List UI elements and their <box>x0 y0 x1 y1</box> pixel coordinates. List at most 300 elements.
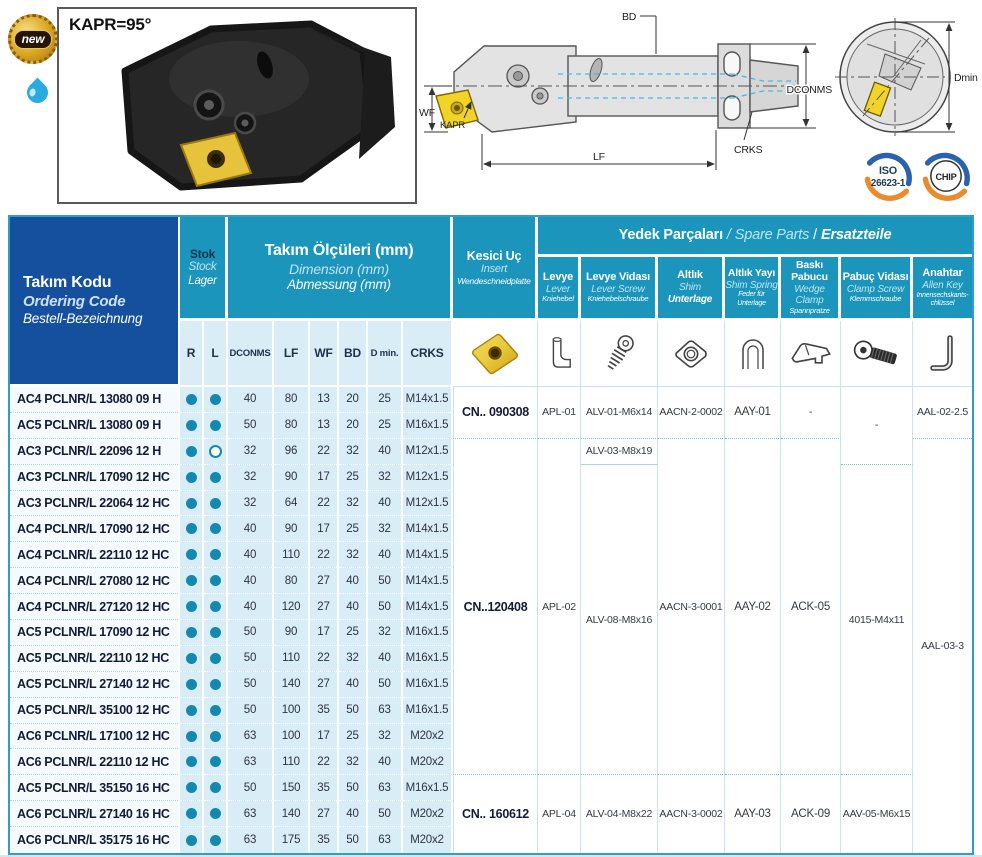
dconms-value: 32 <box>228 491 274 517</box>
wf-value: 13 <box>310 387 339 413</box>
wf-value: 27 <box>310 672 339 698</box>
spare-col-de: Feder für Unterlage <box>737 291 766 307</box>
insert-header <box>453 217 538 321</box>
spare-col-de: Kniehebel <box>542 294 574 304</box>
tool-code: AC4 PCLNR/L 27080 12 HC <box>10 568 180 594</box>
crks-value: M12x1.5 <box>403 491 453 517</box>
lf-value: 110 <box>274 646 310 672</box>
dimensions-header-de: Abmessung (mm) <box>287 277 391 293</box>
crks-label: CRKS <box>734 144 763 156</box>
clamp-screw-part: - <box>841 387 913 465</box>
dmin-value: 32 <box>368 516 403 542</box>
tool-code: AC5 PCLNR/L 22110 12 HC <box>10 646 180 672</box>
shim-part: AACN-2-0002 <box>658 387 725 439</box>
crks-value: M16x1.5 <box>403 672 453 698</box>
spare-col-de: Klemmschraube <box>849 294 902 304</box>
dmin-value: 40 <box>368 542 403 568</box>
stock-dot <box>210 835 221 846</box>
spare-col-lever <box>538 257 581 321</box>
tool-code: AC4 PCLNR/L 22110 12 HC <box>10 542 180 568</box>
crks-value: M16x1.5 <box>403 620 453 646</box>
spare-col-de: Innensechskants-chlüssel <box>916 291 969 307</box>
stock-l-cell <box>204 594 228 620</box>
lf-value: 80 <box>274 413 310 439</box>
col-header-l: L <box>204 321 228 387</box>
stock-dot <box>186 446 197 457</box>
stock-r-cell <box>180 413 204 439</box>
stock-dot <box>210 756 221 767</box>
kapr-angle-label: KAPR=95° <box>69 15 152 34</box>
lever-screw-part: ALV-04-M8x22 <box>581 775 658 853</box>
spare-col-shim <box>658 257 725 321</box>
stock-dot <box>210 653 221 664</box>
bd-value: 40 <box>339 672 368 698</box>
stock-header-de: Lager <box>188 274 217 287</box>
stock-dot <box>210 627 221 638</box>
stock-header-tr: Stok <box>189 246 216 261</box>
chip-badge-label: CHIP <box>935 171 957 182</box>
tool-code: AC3 PCLNR/L 22096 12 H <box>10 439 180 465</box>
stock-dot <box>186 731 197 742</box>
stock-dot <box>210 394 221 405</box>
allen-key-icon <box>928 333 958 375</box>
crks-value: M14x1.5 <box>403 516 453 542</box>
stock-r-cell <box>180 542 204 568</box>
stock-dot <box>186 575 197 586</box>
spare-col-tr: Altlık <box>677 269 703 282</box>
iso-badge <box>862 150 914 202</box>
wf-value: 13 <box>310 413 339 439</box>
insert-icon-cell <box>453 321 538 387</box>
stock-dot <box>186 756 197 767</box>
stock-r-cell <box>180 827 204 853</box>
lf-value: 64 <box>274 491 310 517</box>
bd-value: 40 <box>339 594 368 620</box>
stock-dot <box>186 627 197 638</box>
dconms-value: 50 <box>228 620 274 646</box>
wedge-clamp-part: - <box>781 387 841 439</box>
separator: / <box>726 226 731 243</box>
dmin-value: 50 <box>368 672 403 698</box>
bd-value: 20 <box>339 387 368 413</box>
bd-value: 32 <box>339 542 368 568</box>
stock-r-cell <box>180 646 204 672</box>
stock-dot <box>186 601 197 612</box>
dmin-value: 63 <box>368 827 403 853</box>
shim-part: AACN-3-0001 <box>658 439 725 776</box>
stock-dot <box>209 445 222 458</box>
dconms-value: 63 <box>228 827 274 853</box>
dconms-value: 40 <box>228 594 274 620</box>
dimensions-header <box>228 217 453 321</box>
dconms-value: 50 <box>228 698 274 724</box>
shim-part: AACN-3-0002 <box>658 775 725 853</box>
stock-l-cell <box>204 801 228 827</box>
stock-l-cell <box>204 542 228 568</box>
stock-dot <box>210 679 221 690</box>
spare-col-clamp-screw <box>841 257 913 321</box>
dconms-value: 40 <box>228 387 274 413</box>
col-header-dmin: D min. <box>368 321 403 387</box>
insert-header-en: Insert <box>480 263 508 276</box>
col-header-wf: WF <box>310 321 339 387</box>
stock-dot <box>210 731 221 742</box>
dconms-label: DCONMS <box>786 84 832 96</box>
lf-value: 90 <box>274 465 310 491</box>
spare-col-allen-key <box>913 257 972 321</box>
spare-col-tr: Anahtar <box>922 266 963 279</box>
stock-l-cell <box>204 568 228 594</box>
allen-key-part: AAL-03-3 <box>913 439 972 853</box>
dmin-value: 25 <box>368 413 403 439</box>
wf-value: 35 <box>310 827 339 853</box>
wf-value: 35 <box>310 775 339 801</box>
clamp-screw-icon <box>853 335 901 373</box>
dconms-value: 50 <box>228 672 274 698</box>
stock-r-cell <box>180 568 204 594</box>
ordering-code-header-tr: Takım Kodu <box>23 274 112 292</box>
dmin-value: 32 <box>368 465 403 491</box>
wf-value: 17 <box>310 516 339 542</box>
bd-value: 50 <box>339 698 368 724</box>
stock-dot <box>210 705 221 716</box>
wedge-clamp-part: ACK-05 <box>781 439 841 776</box>
stock-r-cell <box>180 594 204 620</box>
bd-value: 32 <box>339 491 368 517</box>
shim-spring-part: AAY-02 <box>725 439 781 776</box>
insert-icon <box>466 331 524 377</box>
new-badge <box>8 14 58 64</box>
col-header-lf: LF <box>274 321 310 387</box>
wedge-clamp-part: ACK-09 <box>781 775 841 853</box>
stock-dot <box>186 679 197 690</box>
bd-label: BD <box>622 11 637 23</box>
allen-key-part: AAL-02-2.5 <box>913 387 972 439</box>
dconms-value: 63 <box>228 749 274 775</box>
stock-l-cell <box>204 491 228 517</box>
dconms-value: 40 <box>228 516 274 542</box>
crks-value: M16x1.5 <box>403 775 453 801</box>
dmin-value: 63 <box>368 698 403 724</box>
stock-dot <box>186 420 197 431</box>
kapr-label: KAPR <box>440 120 466 131</box>
lf-value: 140 <box>274 672 310 698</box>
stock-l-cell <box>204 465 228 491</box>
end-view-drawing <box>833 14 982 144</box>
lever-icon-cell <box>538 321 581 387</box>
insert-code: CN..120408 <box>453 439 538 776</box>
stock-l-cell <box>204 827 228 853</box>
stock-r-cell <box>180 698 204 724</box>
crks-value: M16x1.5 <box>403 413 453 439</box>
stock-dot <box>186 653 197 664</box>
iso-badge-line1: ISO <box>878 164 898 177</box>
spare-col-en: Clamp Screw <box>846 283 905 295</box>
spare-col-wedge-clamp <box>781 257 841 321</box>
shim-spring-part: AAY-03 <box>725 775 781 853</box>
side-view-drawing <box>418 4 836 209</box>
tool-code: AC3 PCLNR/L 17090 12 HC <box>10 465 180 491</box>
stock-r-cell <box>180 724 204 750</box>
lever-screw-icon-cell <box>581 321 658 387</box>
lf-value: 90 <box>274 620 310 646</box>
product-photo-frame <box>57 7 417 204</box>
shim-spring-icon-cell <box>725 321 781 387</box>
spare-col-de: Unterlage <box>667 293 713 305</box>
shim-icon-cell <box>658 321 725 387</box>
dconms-value: 63 <box>228 724 274 750</box>
shim-spring-part: AAY-01 <box>725 387 781 439</box>
bd-value: 25 <box>339 620 368 646</box>
dmin-value: 40 <box>368 646 403 672</box>
dconms-value: 50 <box>228 775 274 801</box>
tool-code: AC4 PCLNR/L 17090 12 HC <box>10 516 180 542</box>
wf-value: 27 <box>310 801 339 827</box>
wedge-clamp-icon-cell <box>781 321 841 387</box>
wf-value: 17 <box>310 465 339 491</box>
dmin-value: 40 <box>368 491 403 517</box>
stock-dot <box>210 420 221 431</box>
stock-l-cell <box>204 724 228 750</box>
bd-value: 32 <box>339 439 368 465</box>
ordering-table <box>8 215 974 855</box>
stock-r-cell <box>180 801 204 827</box>
col-header-dconms: DCONMS <box>228 321 274 387</box>
stock-header <box>180 217 228 321</box>
bd-value: 20 <box>339 413 368 439</box>
dmin-value: 63 <box>368 775 403 801</box>
crks-value: M12x1.5 <box>403 439 453 465</box>
wf-value: 27 <box>310 594 339 620</box>
dconms-value: 50 <box>228 413 274 439</box>
col-header-r: R <box>180 321 204 387</box>
stock-dot <box>186 394 197 405</box>
wf-label: WF <box>419 107 435 119</box>
stock-l-cell <box>204 775 228 801</box>
col-header-crks: CRKS <box>403 321 453 387</box>
lf-value: 120 <box>274 594 310 620</box>
stock-l-cell <box>204 439 228 465</box>
spare-parts-header-de: Ersatzteile <box>820 226 892 243</box>
tool-code: AC3 PCLNR/L 22064 12 HC <box>10 491 180 517</box>
spare-col-tr: Altlık Yayı <box>727 267 776 280</box>
crks-value: M20x2 <box>403 801 453 827</box>
tool-code: AC5 PCLNR/L 17090 12 HC <box>10 620 180 646</box>
dmin-value: 50 <box>368 568 403 594</box>
bd-value: 32 <box>339 749 368 775</box>
clamp-screw-icon-cell <box>841 321 913 387</box>
stock-l-cell <box>204 698 228 724</box>
spare-col-tr: Levye Vidası <box>585 270 651 283</box>
stock-dot <box>210 575 221 586</box>
bd-value: 50 <box>339 827 368 853</box>
spare-col-tr: Pabuç Vidası <box>842 270 909 283</box>
tool-code: AC6 PCLNR/L 27140 16 HC <box>10 801 180 827</box>
spare-col-en: Lever <box>545 283 570 295</box>
spare-col-de: Spannpratze <box>789 306 830 316</box>
lf-value: 150 <box>274 775 310 801</box>
stock-l-cell <box>204 646 228 672</box>
lf-value: 100 <box>274 698 310 724</box>
stock-dot <box>186 808 197 819</box>
stock-dot <box>186 498 197 509</box>
lf-value: 175 <box>274 827 310 853</box>
stock-dot <box>186 472 197 483</box>
stock-r-cell <box>180 749 204 775</box>
stock-r-cell <box>180 465 204 491</box>
dconms-value: 40 <box>228 542 274 568</box>
dmin-value: 50 <box>368 594 403 620</box>
crks-value: M16x1.5 <box>403 698 453 724</box>
allen-key-icon-cell <box>913 321 972 387</box>
stock-l-cell <box>204 672 228 698</box>
lf-value: 90 <box>274 516 310 542</box>
lf-value: 80 <box>274 568 310 594</box>
stock-header-en: Stock <box>188 261 217 274</box>
lf-value: 110 <box>274 542 310 568</box>
stock-r-cell <box>180 620 204 646</box>
tool-code: AC4 PCLNR/L 27120 12 HC <box>10 594 180 620</box>
dconms-value: 32 <box>228 439 274 465</box>
lever-screw-part: ALV-01-M6x14 <box>581 387 658 439</box>
dmin-label: Dmin <box>954 72 978 84</box>
stock-dot <box>186 549 197 560</box>
stock-l-cell <box>204 387 228 413</box>
spare-col-en: Allen Key <box>922 279 963 291</box>
col-header-bd: BD <box>339 321 368 387</box>
stock-dot <box>210 523 221 534</box>
shim-icon <box>671 337 711 371</box>
dconms-value: 63 <box>228 801 274 827</box>
insert-header-de: Wendeschneidplatte <box>457 276 531 287</box>
spare-parts-header <box>538 217 972 257</box>
new-badge-label: new <box>14 30 53 49</box>
wf-value: 22 <box>310 749 339 775</box>
lf-value: 110 <box>274 749 310 775</box>
dmin-value: 25 <box>368 387 403 413</box>
tool-code: AC6 PCLNR/L 17100 12 HC <box>10 724 180 750</box>
insert-header-tr: Kesici Uç <box>466 248 522 263</box>
stock-dot <box>210 782 221 793</box>
lever-icon <box>545 334 573 374</box>
wedge-clamp-icon <box>789 337 833 371</box>
wf-value: 17 <box>310 620 339 646</box>
wf-value: 22 <box>310 542 339 568</box>
dimensions-header-en: Dimension (mm) <box>289 260 389 277</box>
bd-value: 32 <box>339 646 368 672</box>
lever-screw-icon <box>601 333 637 375</box>
ordering-code-header-de: Bestell-Bezeichnung <box>23 310 143 326</box>
stock-dot <box>186 835 197 846</box>
crks-value: M14x1.5 <box>403 387 453 413</box>
bd-value: 25 <box>339 724 368 750</box>
wf-value: 27 <box>310 568 339 594</box>
crks-value: M14x1.5 <box>403 542 453 568</box>
dmin-value: 32 <box>368 724 403 750</box>
stock-dot <box>210 498 221 509</box>
bd-value: 40 <box>339 568 368 594</box>
spare-col-en: Wedge Clamp <box>794 283 825 307</box>
stock-r-cell <box>180 775 204 801</box>
insert-code: CN.. 160612 <box>453 775 538 853</box>
bd-value: 25 <box>339 465 368 491</box>
tool-code: AC5 PCLNR/L 35150 16 HC <box>10 775 180 801</box>
tool-code: AC4 PCLNR/L 13080 09 H <box>10 387 180 413</box>
crks-value: M16x1.5 <box>403 646 453 672</box>
dconms-value: 50 <box>228 646 274 672</box>
wf-value: 35 <box>310 698 339 724</box>
lever-screw-part: ALV-03-M8x19 <box>581 439 658 465</box>
clamp-screw-part: AAV-05-M6x15 <box>841 775 913 853</box>
stock-dot <box>186 782 197 793</box>
stock-l-cell <box>204 620 228 646</box>
lf-value: 96 <box>274 439 310 465</box>
tool-code: AC5 PCLNR/L 27140 12 HC <box>10 672 180 698</box>
stock-dot <box>186 523 197 534</box>
spare-col-lever-screw <box>581 257 658 321</box>
spare-parts-header-tr: Yedek Parçaları <box>618 226 723 243</box>
tool-code: AC5 PCLNR/L 35100 12 HC <box>10 698 180 724</box>
stock-l-cell <box>204 516 228 542</box>
lever-part: APL-04 <box>538 775 581 853</box>
crks-value: M20x2 <box>403 749 453 775</box>
insert-code: CN.. 090308 <box>453 387 538 439</box>
dconms-value: 40 <box>228 568 274 594</box>
lever-part: APL-01 <box>538 387 581 439</box>
dmin-value: 40 <box>368 749 403 775</box>
ordering-code-header <box>10 217 180 387</box>
stock-dot <box>210 472 221 483</box>
lever-part: APL-02 <box>538 439 581 776</box>
tool-code: AC6 PCLNR/L 22110 12 HC <box>10 749 180 775</box>
stock-r-cell <box>180 439 204 465</box>
tool-code: AC5 PCLNR/L 13080 09 H <box>10 413 180 439</box>
lf-value: 80 <box>274 387 310 413</box>
stock-l-cell <box>204 749 228 775</box>
stock-l-cell <box>204 413 228 439</box>
crks-value: M20x2 <box>403 724 453 750</box>
coolant-drop-icon <box>23 78 53 108</box>
crks-value: M14x1.5 <box>403 594 453 620</box>
separator: / <box>813 226 817 243</box>
chip-badge <box>920 150 972 202</box>
wf-value: 22 <box>310 646 339 672</box>
bd-value: 25 <box>339 516 368 542</box>
tool-code: AC6 PCLNR/L 35175 16 HC <box>10 827 180 853</box>
stock-r-cell <box>180 672 204 698</box>
shim-spring-icon <box>738 334 768 374</box>
lf-label: LF <box>593 151 605 163</box>
dmin-value: 40 <box>368 439 403 465</box>
dimensions-header-tr: Takım Ölçüleri (mm) <box>264 241 414 259</box>
crks-value: M20x2 <box>403 827 453 853</box>
stock-r-cell <box>180 387 204 413</box>
bd-value: 40 <box>339 801 368 827</box>
spare-col-tr: Baskı Pabucu <box>791 258 828 284</box>
spare-col-en: Lever Screw <box>591 283 645 295</box>
spare-col-shim-spring <box>725 257 781 321</box>
lf-value: 140 <box>274 801 310 827</box>
stock-r-cell <box>180 516 204 542</box>
dconms-value: 32 <box>228 465 274 491</box>
ordering-code-header-en: Ordering Code <box>23 293 126 311</box>
dmin-value: 32 <box>368 620 403 646</box>
bd-value: 50 <box>339 775 368 801</box>
wf-value: 22 <box>310 491 339 517</box>
spare-col-tr: Levye <box>542 270 574 283</box>
spare-parts-header-en: Spare Parts <box>734 226 810 243</box>
stock-dot <box>210 601 221 612</box>
